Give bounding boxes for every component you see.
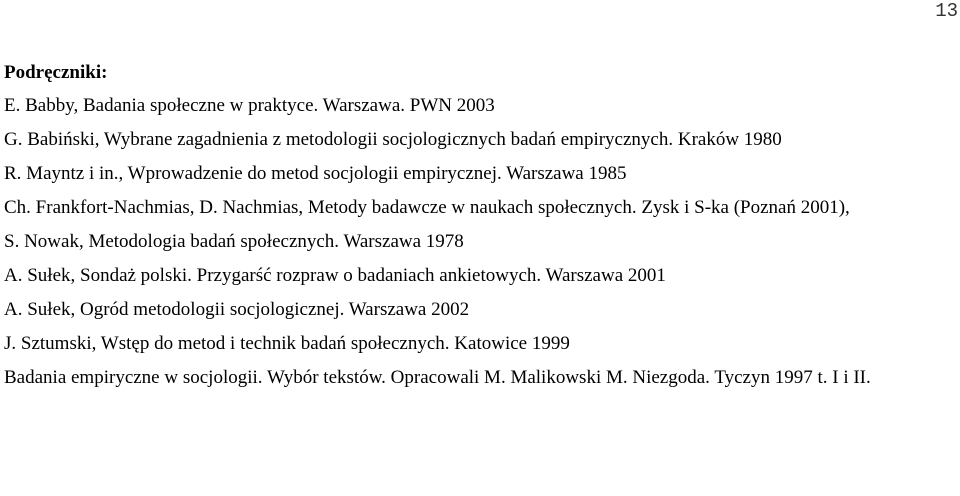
document-body [4, 56, 956, 395]
reference-item: A. Sułek, Sondaż polski. Przygarść rozpraw o badaniach ankietowych. Warszawa 2001 [4, 265, 666, 286]
reference-item: J. Sztumski, Wstęp do metod i technik badań społecznych. Katowice 1999 [4, 333, 570, 354]
section-heading: Podręczniki: [4, 62, 108, 83]
reference-item: A. Sułek, Ogród metodologii socjologicznej. Warszawa 2002 [4, 299, 470, 320]
reference-item: Ch. Frankfort-Nachmias, D. Nachmias, Metody badawcze w naukach społecznych. Zysk i S-ka (Poznań 2001), [4, 197, 850, 218]
reference-item: E. Babby, Badania społeczne w praktyce. Warszawa. PWN 2003 [4, 95, 495, 116]
page-number: 13 [935, 0, 958, 22]
reference-item: R. Mayntz i in., Wprowadzenie do metod socjologii empirycznej. Warszawa 1985 [4, 163, 627, 184]
reference-list [4, 89, 956, 395]
reference-item: S. Nowak, Metodologia badań społecznych. Warszawa 1978 [4, 231, 464, 252]
reference-item: Badania empiryczne w socjologii. Wybór tekstów. Opracowali M. Malikowski M. Niezgoda. Tyczyn 1997 t. I i II. [4, 367, 871, 388]
reference-item: G. Babiński, Wybrane zagadnienia z metodologii socjologicznych badań empirycznych. Kraków 1980 [4, 129, 782, 150]
